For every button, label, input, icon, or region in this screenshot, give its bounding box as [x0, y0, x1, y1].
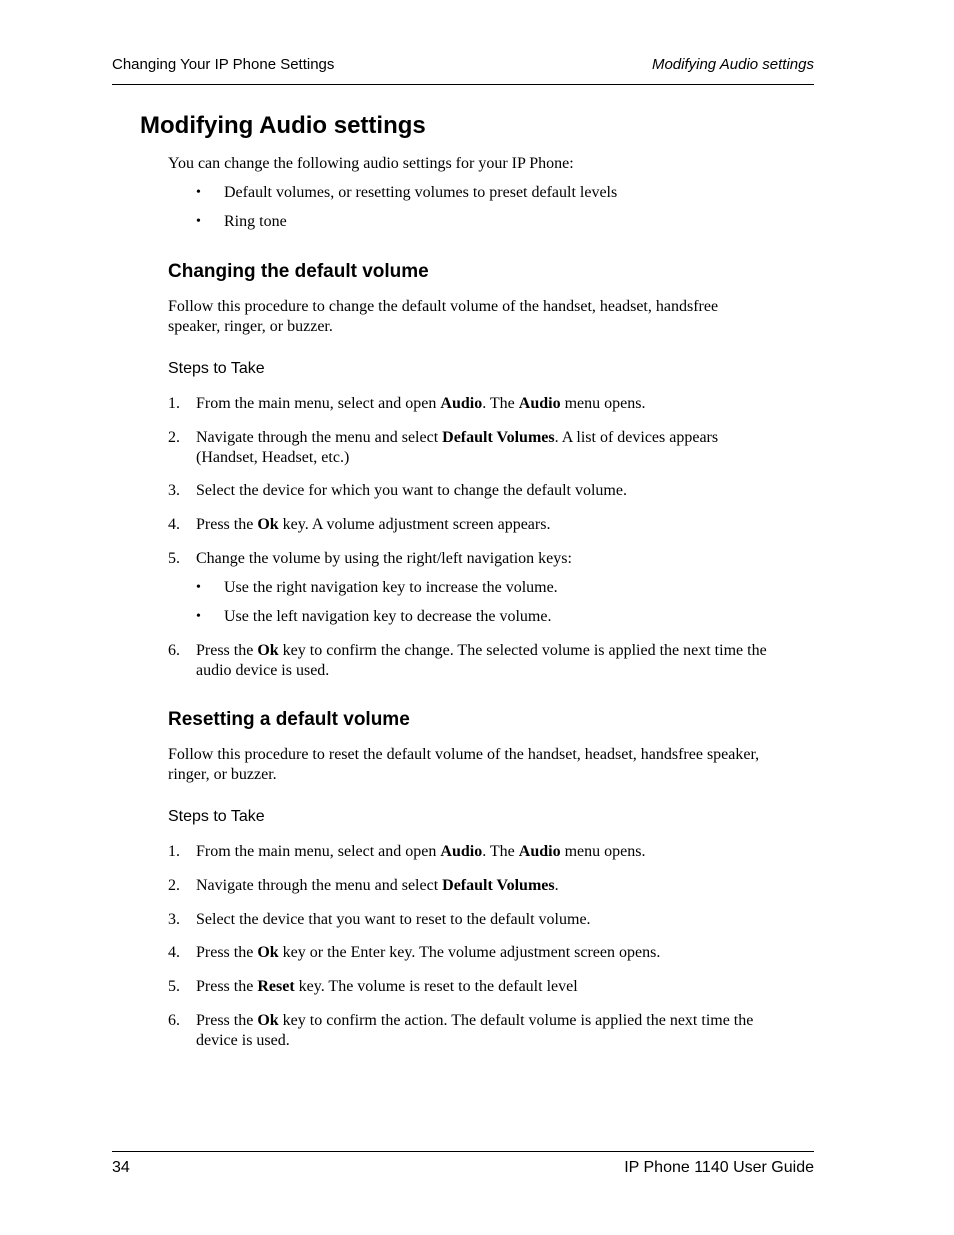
- step-number: 4.: [168, 944, 180, 961]
- description-line: speaker, ringer, or buzzer.: [168, 318, 333, 335]
- step-text: Press the Ok key. A volume adjustment screen appears.: [196, 516, 551, 533]
- step-number: 2.: [168, 429, 180, 446]
- step-text-continued: (Handset, Headset, etc.): [196, 449, 350, 466]
- step-text: Press the Ok key to confirm the action. The default volume is applied the next time the: [196, 1012, 754, 1029]
- header-rule: [112, 84, 814, 85]
- step-text: Press the Ok key to confirm the change. The selected volume is applied the next time the: [196, 642, 767, 659]
- step-text: From the main menu, select and open Audio. The Audio menu opens.: [196, 843, 646, 860]
- step-number: 2.: [168, 877, 180, 894]
- bullet-text: Default volumes, or resetting volumes to preset default levels: [224, 184, 618, 201]
- step-text: Press the Ok key or the Enter key. The volume adjustment screen opens.: [196, 944, 661, 961]
- bullet-text: Use the right navigation key to increase the volume.: [224, 579, 558, 596]
- bullet-icon: •: [196, 609, 201, 624]
- footer-rule: [112, 1151, 814, 1152]
- step-text-continued: device is used.: [196, 1032, 290, 1049]
- step-text: Select the device for which you want to change the default volume.: [196, 482, 627, 499]
- step-text: Change the volume by using the right/left navigation keys:: [196, 550, 572, 567]
- step-number: 3.: [168, 482, 180, 499]
- step-number: 6.: [168, 1012, 180, 1029]
- guide-title: IP Phone 1140 User Guide: [624, 1159, 814, 1176]
- steps-label: Steps to Take: [168, 360, 265, 377]
- steps-label: Steps to Take: [168, 808, 265, 825]
- section-heading-changing-volume: Changing the default volume: [168, 261, 429, 282]
- page-title: Modifying Audio settings: [140, 112, 426, 139]
- step-number: 5.: [168, 550, 180, 567]
- step-number: 3.: [168, 911, 180, 928]
- description-line: ringer, or buzzer.: [168, 766, 277, 783]
- bullet-icon: •: [196, 214, 201, 229]
- section-heading-resetting-volume: Resetting a default volume: [168, 709, 410, 730]
- step-number: 5.: [168, 978, 180, 995]
- section1-description: [168, 297, 814, 337]
- step-number: 1.: [168, 395, 180, 412]
- step-text-continued: audio device is used.: [196, 662, 330, 679]
- step-text: Select the device that you want to reset to the default volume.: [196, 911, 591, 928]
- page-number: 34: [112, 1159, 130, 1176]
- running-header: [112, 54, 814, 74]
- step-text: Navigate through the menu and select Default Volumes.: [196, 877, 559, 894]
- section2-description: [168, 745, 814, 785]
- intro-paragraph: You can change the following audio settings for your IP Phone:: [168, 155, 574, 172]
- bullet-icon: •: [196, 185, 201, 200]
- step-text: Navigate through the menu and select Default Volumes. A list of devices appears: [196, 429, 719, 446]
- description-line: Follow this procedure to change the default volume of the handset, headset, handsfree: [168, 298, 719, 315]
- bullet-text: Ring tone: [224, 213, 287, 230]
- step-number: 6.: [168, 642, 180, 659]
- step-number: 1.: [168, 843, 180, 860]
- step-number: 4.: [168, 516, 180, 533]
- step-text: Press the Reset key. The volume is reset to the default level: [196, 978, 578, 995]
- header-topic-title: Modifying Audio settings: [651, 56, 814, 73]
- bullet-icon: •: [196, 580, 201, 595]
- bullet-text: Use the left navigation key to decrease the volume.: [224, 608, 552, 625]
- header-section-title: Changing Your IP Phone Settings: [112, 56, 335, 73]
- step-text: From the main menu, select and open Audio. The Audio menu opens.: [196, 395, 646, 412]
- description-line: Follow this procedure to reset the default volume of the handset, headset, handsfree speaker,: [168, 746, 760, 763]
